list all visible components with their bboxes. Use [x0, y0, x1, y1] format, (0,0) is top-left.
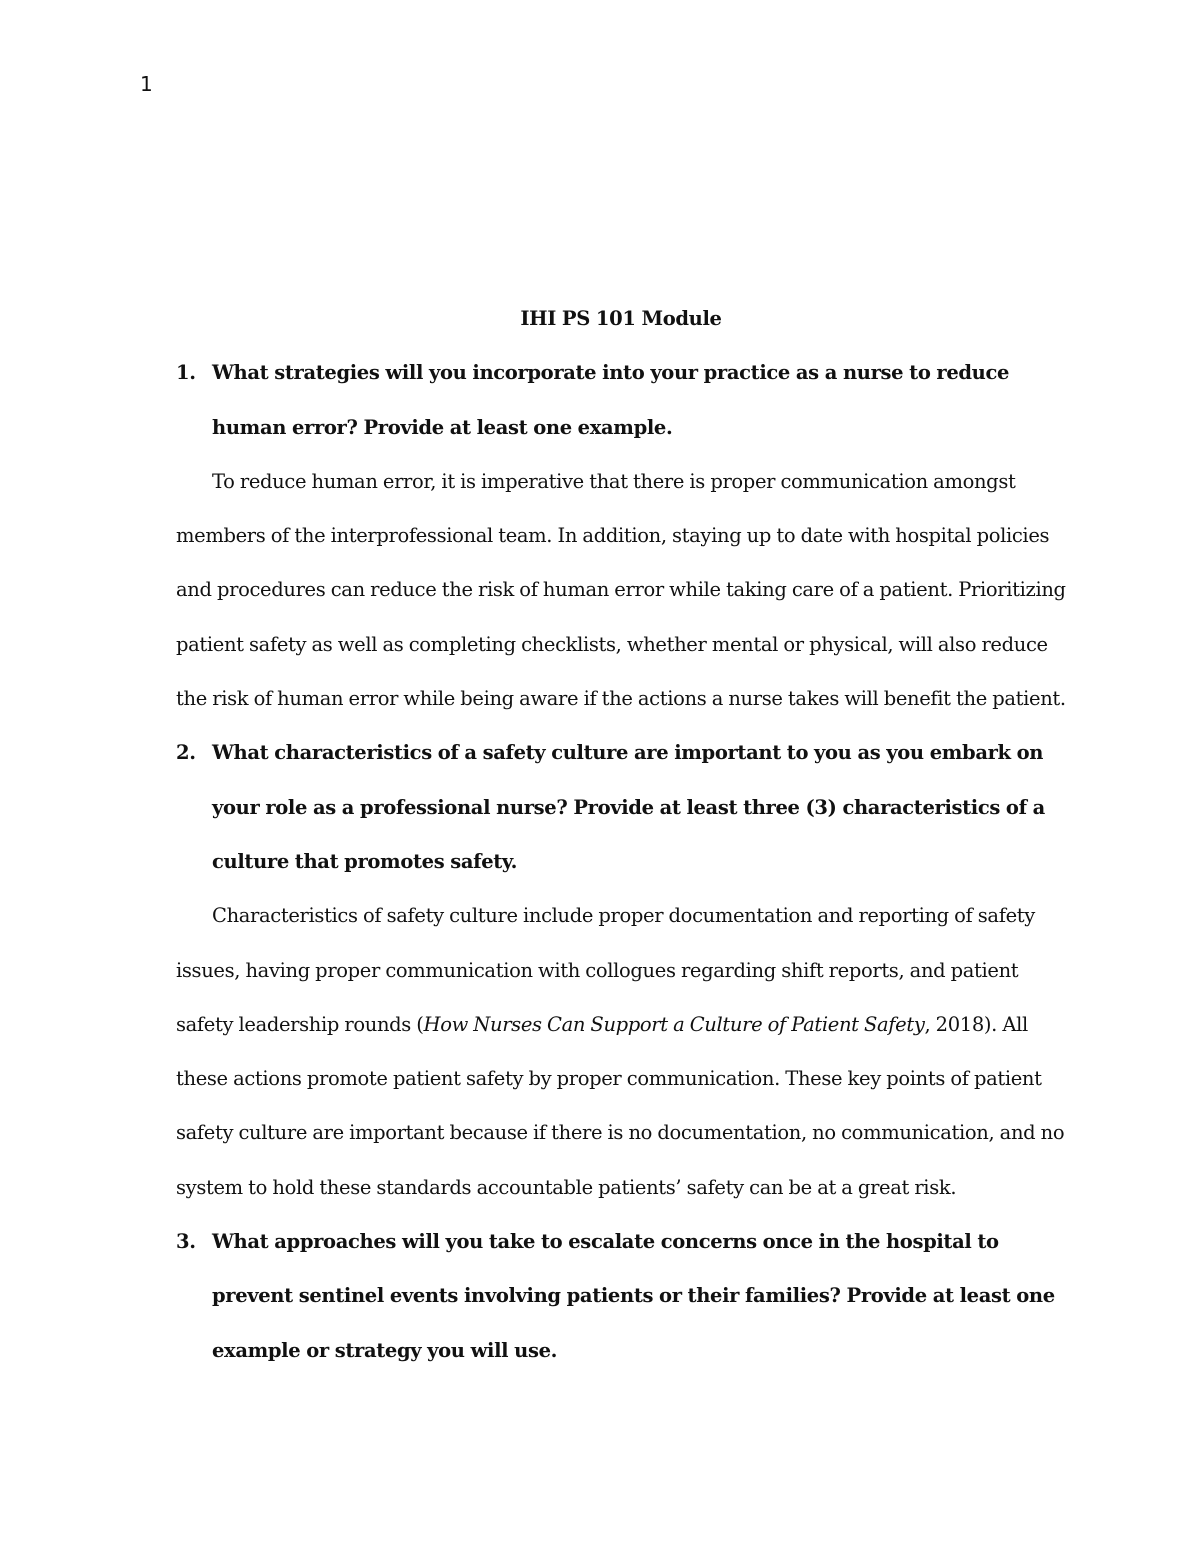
question-3-text: What approaches will you take to escalate concerns once in the hospital to prevent sentinel events involving patients or their families? Provide at least one example or strategy you will use.	[212, 1230, 1055, 1362]
answer-2-text-before-citation: Characteristics of safety culture include proper documentation and reporting of safety issues, having proper communication with collogues regarding shift reports, and patient safety leadership rounds (	[176, 904, 1035, 1036]
document-title: IHI PS 101 Module	[520, 307, 722, 330]
answer-2	[176, 889, 1066, 1215]
question-1-number: 1.	[176, 361, 196, 385]
question-3	[176, 1215, 1066, 1378]
question-2-text: What characteristics of a safety culture are important to you as you embark on your role as a professional nurse? Provide at least three (3) characteristics of a culture that promotes safety.	[212, 741, 1045, 873]
document-body	[176, 292, 1066, 1378]
question-2-number: 2.	[176, 741, 196, 765]
answer-2-text-after-citation: , 2018). All these actions promote patient safety by proper communication. These key points of patient safety culture are important because if there is no documentation, no communication, and no system to hold these standards accountable patients’ safety can be at a great risk.	[176, 1012, 1065, 1199]
question-1-text: What strategies will you incorporate into your practice as a nurse to reduce human error? Provide at least one example.	[212, 361, 1010, 439]
answer-2-citation-title: How Nurses Can Support a Culture of Patient Safety	[423, 1012, 925, 1036]
question-1	[176, 346, 1066, 455]
page-number: 1	[140, 72, 153, 96]
answer-1: To reduce human error, it is imperative that there is proper communication amongst members of the interprofessional team. In addition, staying up to date with hospital policies and procedures can reduce the risk of human error while taking care of a patient. Prioritizing patient safety as well as completing checklists, whether mental or physical, will also reduce the risk of human error while being aware if the actions a nurse takes will benefit the patient.	[176, 469, 1066, 711]
question-3-number: 3.	[176, 1230, 196, 1254]
question-2	[176, 726, 1066, 889]
